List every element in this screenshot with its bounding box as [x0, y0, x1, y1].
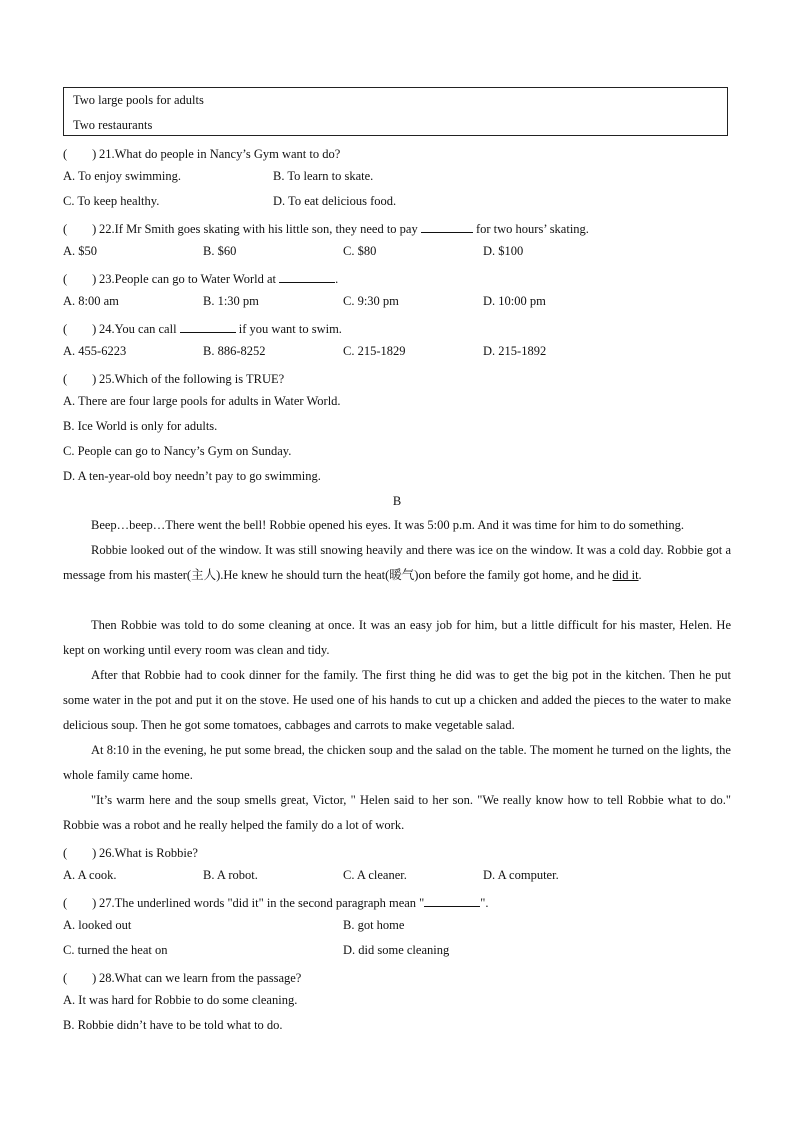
question-stem: What can we learn from the passage? [114, 971, 302, 985]
answer-paren[interactable]: ( ) [63, 971, 97, 985]
question-stem: What do people in Nancy’s Gym want to do? [114, 147, 341, 161]
answer-blank[interactable] [180, 322, 236, 333]
option-b[interactable]: B. A robot. [203, 868, 258, 882]
option-a[interactable]: A. It was hard for Robbie to do some cleaning. [63, 993, 298, 1007]
option-a[interactable]: A. looked out [63, 918, 132, 932]
question-25 [63, 369, 284, 387]
answer-paren[interactable]: ( ) [63, 896, 97, 910]
question-27 [63, 893, 489, 911]
question-number: 21. [99, 147, 115, 161]
option-a[interactable]: A. There are four large pools for adults in Water World. [63, 394, 341, 408]
answer-paren[interactable]: ( ) [63, 222, 97, 236]
question-stem-end: ". [480, 896, 489, 910]
option-d[interactable]: D. A ten-year-old boy needn’t pay to go swimming. [63, 469, 321, 483]
option-b[interactable]: B. got home [343, 918, 405, 932]
option-a[interactable]: A. 8:00 am [63, 294, 119, 308]
option-a[interactable]: A. 455-6223 [63, 344, 127, 358]
answer-paren[interactable]: ( ) [63, 147, 97, 161]
info-box-line: Two large pools for adults [73, 93, 204, 107]
section-b-heading: B [392, 494, 402, 508]
passage-paragraph-3: Then Robbie was told to do some cleaning at once. It was an easy job for him, but a little difficult for his master, Helen. He kept on working until every room was clean and tidy. [63, 618, 731, 657]
question-stem: What is Robbie? [114, 846, 198, 860]
question-stem: People can go to Water World at [114, 272, 276, 286]
option-d[interactable]: D. A computer. [483, 868, 559, 882]
passage-paragraph-2 [63, 538, 731, 588]
option-c[interactable]: C. People can go to Nancy’s Gym on Sunday. [63, 444, 292, 458]
answer-blank[interactable] [279, 272, 335, 283]
answer-paren[interactable]: ( ) [63, 372, 97, 386]
underlined-words: did it [612, 568, 639, 582]
question-26 [63, 843, 198, 861]
question-stem-end: if you want to swim. [238, 322, 342, 336]
question-23 [63, 269, 338, 287]
paragraph-text-end: . [638, 568, 642, 582]
option-c[interactable]: C. 215-1829 [343, 344, 406, 358]
question-number: 24. [99, 322, 115, 336]
question-number: 27. [99, 896, 115, 910]
paragraph-text: Robbie looked out of the window. It was still snowing heavily and there was ice on the window. It was a cold day. Robbie got a message from his master(主人).He knew he should turn the heat(暖气)on before the family got home, and he [63, 543, 731, 582]
info-box-line: Two restaurants [73, 118, 153, 132]
question-24 [63, 319, 342, 337]
option-b[interactable]: B. $60 [203, 244, 237, 258]
question-number: 26. [99, 846, 115, 860]
answer-paren[interactable]: ( ) [63, 322, 97, 336]
question-stem-end: for two hours’ skating. [475, 222, 589, 236]
option-d[interactable]: D. To eat delicious food. [273, 194, 397, 208]
option-c[interactable]: C. A cleaner. [343, 868, 407, 882]
option-c[interactable]: C. 9:30 pm [343, 294, 399, 308]
answer-blank[interactable] [424, 896, 480, 907]
question-stem: Which of the following is TRUE? [114, 372, 285, 386]
option-a[interactable]: A. $50 [63, 244, 98, 258]
answer-paren[interactable]: ( ) [63, 846, 97, 860]
answer-blank[interactable] [421, 222, 473, 233]
passage-paragraph-5: At 8:10 in the evening, he put some bread, the chicken soup and the salad on the table. The moment he turned on the lights, the whole family came home. [63, 743, 731, 782]
info-box [63, 87, 728, 136]
option-d[interactable]: D. 10:00 pm [483, 294, 546, 308]
option-b[interactable]: B. Ice World is only for adults. [63, 419, 218, 433]
passage-paragraph-1: Beep…beep…There went the bell! Robbie opened his eyes. It was 5:00 p.m. And it was time for him to do something. [91, 518, 684, 532]
option-c[interactable]: C. $80 [343, 244, 377, 258]
option-c[interactable]: C. turned the heat on [63, 943, 168, 957]
option-b[interactable]: B. 886-8252 [203, 344, 266, 358]
question-22 [63, 219, 589, 237]
option-a[interactable]: A. To enjoy swimming. [63, 169, 181, 183]
question-number: 28. [99, 971, 115, 985]
question-28 [63, 968, 301, 986]
question-21 [63, 144, 340, 162]
option-d[interactable]: D. $100 [483, 244, 524, 258]
passage-paragraph-6: "It’s warm here and the soup smells great, Victor, " Helen said to her son. "We really know how to tell Robbie what to do." Robbie was a robot and he really helped the family do a lot of work. [63, 793, 731, 832]
question-stem: The underlined words "did it" in the second paragraph mean " [114, 896, 425, 910]
question-stem-end: . [335, 272, 339, 286]
answer-paren[interactable]: ( ) [63, 272, 97, 286]
passage-paragraph-4: After that Robbie had to cook dinner for the family. The first thing he did was to get the big pot in the kitchen. Then he put some water in the pot and put it on the stove. He used one of his hands to cut up a chicken and added the pieces to the water to make delicious soup. Then he got some tomatoes, cabbages and carrots to make vegetable salad. [63, 668, 731, 732]
question-stem: You can call [114, 322, 177, 336]
question-stem: If Mr Smith goes skating with his little son, they need to pay [114, 222, 418, 236]
option-b[interactable]: B. Robbie didn’t have to be told what to do. [63, 1018, 283, 1032]
question-number: 23. [99, 272, 115, 286]
option-b[interactable]: B. 1:30 pm [203, 294, 259, 308]
question-number: 22. [99, 222, 115, 236]
option-c[interactable]: C. To keep healthy. [63, 194, 160, 208]
option-b[interactable]: B. To learn to skate. [273, 169, 374, 183]
option-d[interactable]: D. 215-1892 [483, 344, 547, 358]
option-d[interactable]: D. did some cleaning [343, 943, 450, 957]
option-a[interactable]: A. A cook. [63, 868, 117, 882]
question-number: 25. [99, 372, 115, 386]
